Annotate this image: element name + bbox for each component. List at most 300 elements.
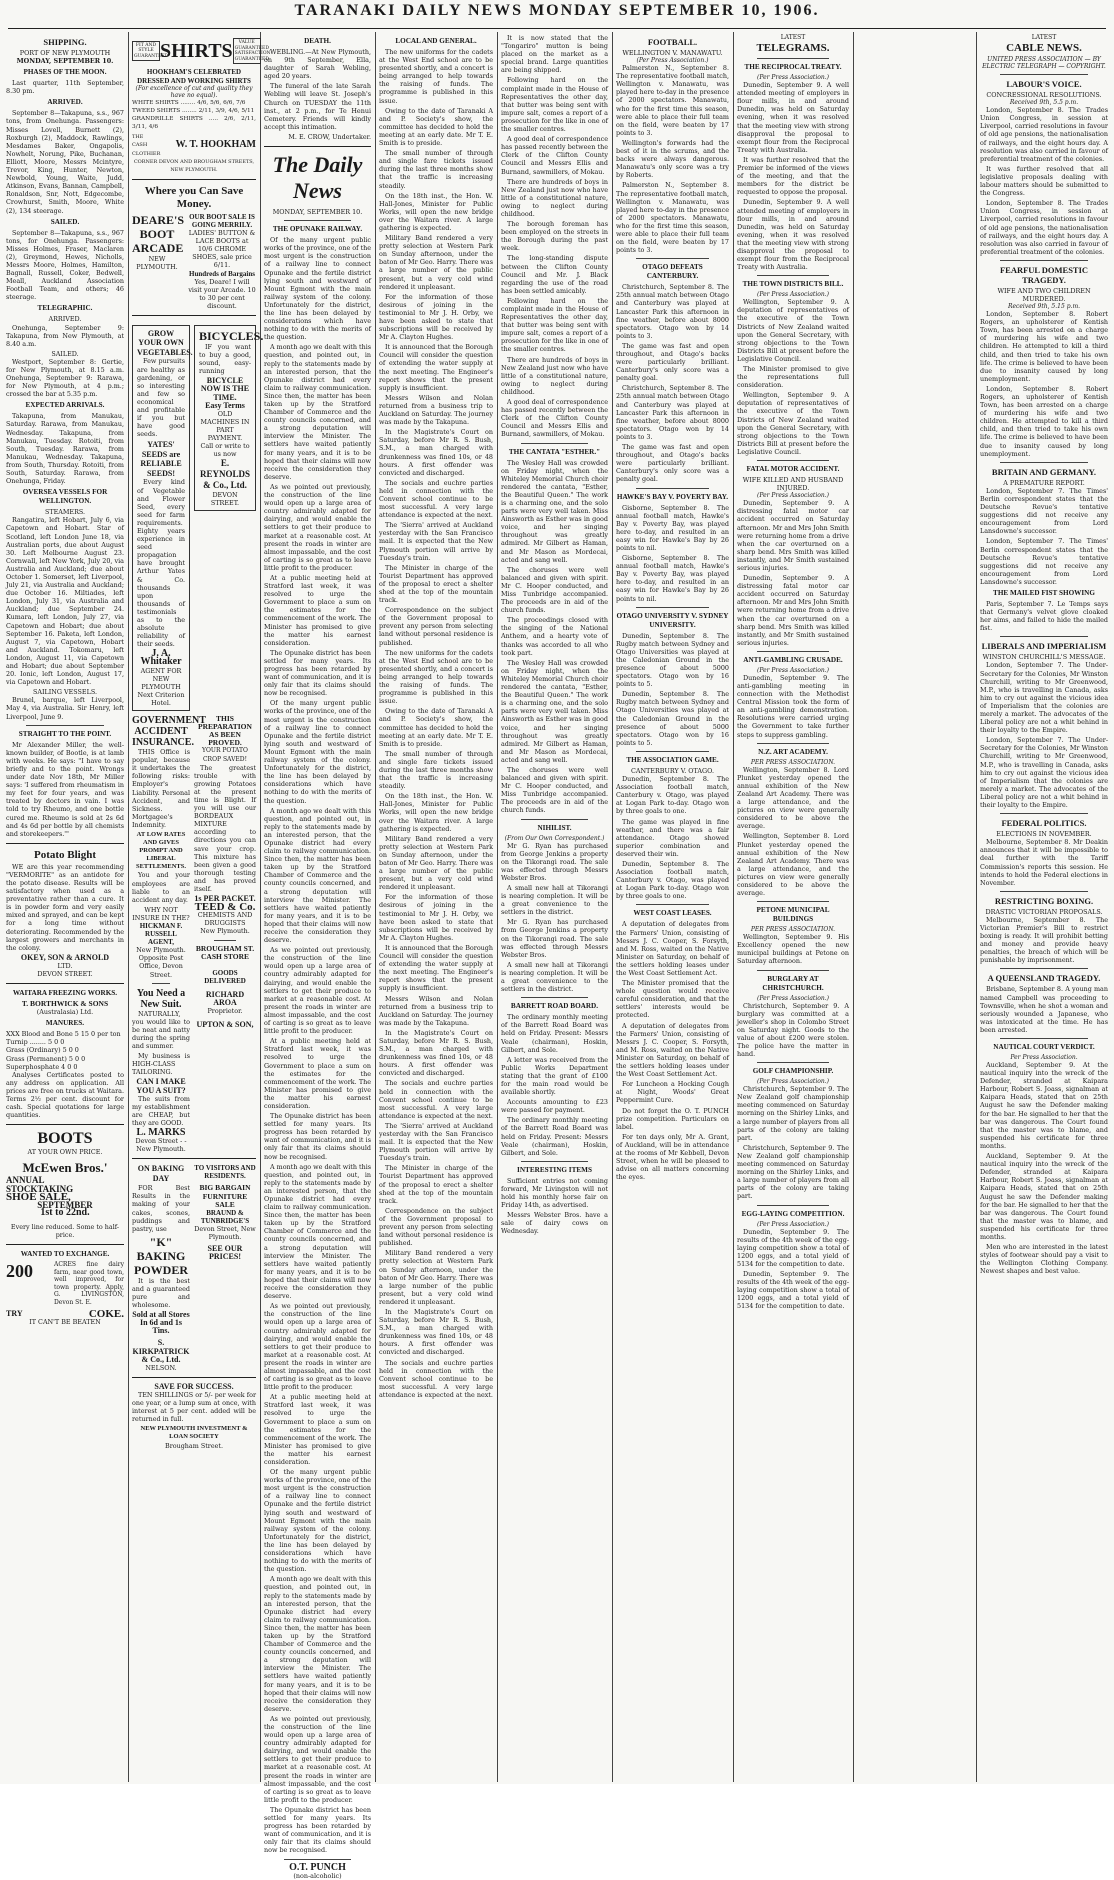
university-text: Dunedin, September 8. The Rugby match between Sydney and Otago Universities was played at the Caledonian Ground in the presence of about 5000 spectators. Otago won by 16 points to 5. [616, 690, 729, 747]
coke-sub: IT CAN'T BE BEATEN [29, 1318, 101, 1327]
golf-heading: GOLF CHAMPIONSHIP. [752, 1067, 834, 1076]
braund-address: Devon Street, New Plymouth. [194, 1224, 256, 1241]
annual-label: ANNUAL [6, 1175, 45, 1186]
sailing-text: Brunel, barque, left Liverpool, May 4, via Australia. Sir Henry, left Liverpool, June 9. [6, 696, 124, 721]
k-powder-heading: "K" BAKING POWDER [134, 1234, 188, 1277]
column-divider [497, 32, 498, 1782]
reynolds-address: DEVON STREET. [210, 491, 240, 508]
news-item: The borough foreman has been employed on the streets in the Borough during the past week. [501, 220, 608, 253]
local-item: Military Band rendered a very pretty selection at Western Park on Sunday afternoon, under the baton of Mr Geo. Harry. There was a large number of the public present, but a very cold wind rendered it unpleasant. [379, 1249, 493, 1306]
fatal-text: Dunedin, September 9. A distressing fatal motor car accident occurred on Saturday afternoon. Mr and Mrs John Smith were returning home from a drive when the car overturned on a sharp bend. Mrs Smith was killed instantly, and Mr Smith sustained serious injuries. [737, 499, 849, 572]
hawke-text: Gisborne, September 8. The annual football match, Hawke's Bay v. Poverty Bay, was played here to-day, and resulted in an easy win for Hawke's Bay by 26 points to nil. [616, 503, 729, 552]
baking-text: FOR Best Results in the making of your cakes, scones, puddings and pastry, use [132, 1184, 190, 1233]
teed-address: New Plymouth. [200, 927, 250, 936]
railway-text: At a public meeting held at Stratford last week, it was resolved to urge the Government to place a sum on the estimates for the commencement of the work. The Minister has promised to give the matter his earnest consideration. [264, 1037, 371, 1110]
egg-text: Dunedin, September 9. The results of the 4th week of the egg-laying competition show a total of 1200 eggs, and a total yield of 5134 for the competition to date. [737, 1269, 849, 1311]
districts-heading: THE TOWN DISTRICTS BILL. [742, 280, 844, 289]
otago-text: The game was fast and open throughout, and Otago's backs were particularly brilliant. Canterbury's only score was a penalty goal. [616, 341, 729, 383]
sold-at: Sold at all Stores In 6d and 1s Tins. [132, 1310, 190, 1336]
labour-date: Received 9th, 5.5 p.m. [1009, 99, 1079, 107]
local-item: The socials and euchre parties held in connection with the Convent school continue to be most successful. A very large attendance is expected at the next. [379, 478, 493, 520]
aroa-sub: Proprietor. [207, 1007, 243, 1016]
braund-name: BRAUND & TUNBRIDGE'S [200, 1208, 250, 1225]
restricting-sub: DRASTIC VICTORIAN PROPOSALS. [985, 907, 1103, 916]
column-divider [128, 32, 129, 1782]
treaty-text: Dunedin, September 9. A well attended meeting of employers in flour mills, in and around Dunedin, was held on Saturday evening, when it was resolved that the meeting view with strong disapproval the proposal to exempt flour from the Reciprocal Treaty with Australia. [737, 198, 849, 272]
hickman-name: HICKMAN F. RUSSELL AGENT, [139, 922, 183, 947]
association-text: Dunedin, September 8. The Association football match, Canterbury v. Otago, was played at Logan Park to-day. Otago won by three goals to one. [616, 775, 729, 816]
death-text: WEBLING.—At New Plymouth, on 9th September, Ella, daughter of Sarah Webling, aged 20 years. [264, 48, 371, 81]
teed-sub: CHEMISTS AND DRUGGISTS [197, 911, 253, 928]
baking-day-heading: ON BAKING DAY [137, 1164, 185, 1184]
column-news [501, 34, 608, 1778]
port-line: PORT OF NEW PLYMOUTH [19, 49, 111, 57]
association-text: Dunedin, September 8. The Association football match, Canterbury v. Otago, was played at Logan Park to-day. Otago won by three goals to one. [616, 859, 729, 901]
cantata-text: The choruses were well balanced and given with spirit. Mr C. Hooper conducted, and Miss Tunbridge accompanied. The proceeds are in aid of the church funds. [501, 565, 608, 615]
brougham-heading: BROUGHAM ST. CASH STORE [195, 943, 255, 961]
local-item: The small number of through and single fare tickets issued during the last three months show that the traffic is increasing steadily. [379, 149, 493, 190]
britain-sub: A PREMATURE REPORT. [1003, 478, 1085, 487]
manures-heading: MANURES. [45, 1019, 85, 1028]
teed-name: TEED & Co. [194, 901, 256, 914]
hookham-name: W. T. HOOKHAM [175, 139, 256, 151]
boots-heading: BOOTS [37, 1130, 93, 1148]
local-item: The socials and euchre parties held in connection with the Convent school continue to be most successful. A very large attendance is expected at the next. [379, 1358, 493, 1399]
local-item: The Minister in charge of the Tourist Department has approved of the proposal to erect a shelter shed at the top of the mountain track. [379, 1164, 493, 1205]
new-suit-heading: You Need a New Suit. [136, 987, 186, 1010]
football-heading: FOOTBALL. [647, 37, 698, 47]
hundreds-bargains: Hundreds of Bargains [189, 269, 255, 278]
railway-text: A month ago we dealt with this question, and pointed out, in reply to the statements made by an interested person, that the Opunake district had every claim to railway communication. Since then, the matter has been taken up by the Stratford Chamber of Commerce and the county councils concerned, and a strong deputation will interview the Minister. The settlers have waited patiently for many years, and it is to be hoped that their claims will now receive the consideration they deserve. [264, 1162, 372, 1301]
manure-note: Analyses Certificates posted to any address on application. All prices are free on trucks at Waitara. Terms 2½ per cent. discount for cash. Special quotations for large quantities. [6, 1070, 124, 1120]
deare-location: NEW PLYMOUTH. [136, 254, 178, 271]
football-sub: WELLINGTON V. MANAWATU. [622, 49, 723, 57]
reduced-note: Every line reduced. Some to half-price. [10, 1222, 120, 1239]
suit-cheap: The suits from my establishment are CHEAP, but they are GOOD. [132, 1094, 190, 1127]
railway-text: The Opunake district has been settled for many years. Its progress has been retarded by want of communication, and it is only fair that its claims should now be recognised. [264, 648, 371, 698]
egg-text: Dunedin, September 9. The results of the 4th week of the egg-laying competition show a total of 1200 eggs, and a total yield of 5134 for the competition to date. [737, 1227, 849, 1268]
nihilist-text: Mr G. Ryan has purchased from George Jenkins a property on the Tikorangi road. The sale was effected through Messrs Webster Bros. [501, 918, 608, 959]
labour-text: London, September 8. The Trades Union Congress, in session at Liverpool, carried resolutions in favour of old age pensions, the nationalisation of railways, and the eight hours day. A resolution was also carried in favour of preferential treatment of the colonies. [980, 106, 1108, 163]
fearful-text: London, September 8. Robert Rogers, an upholsterer of Kentish Town, has been arrested on a charge of murdering his wife and two children. He attempted to kill a third child, and then tried to take his own life. The crime is believed to have been due to insanity caused by long unemployment. [980, 384, 1108, 458]
wanted-number: 200 [6, 1261, 33, 1282]
shirts-heading: SHIRTS [160, 40, 233, 62]
daily-news-date: MONDAY, SEPTEMBER 10. [272, 208, 363, 217]
districts-pa: (Per Press Association.) [757, 291, 829, 299]
nihilist-heading: NIHILIST. [537, 823, 572, 832]
column-local-general [379, 34, 493, 1778]
railway-text: At a public meeting held at Stratford last week, it was resolved to urge the Government to place a sum on the estimates for the commencement of the work. The Minister has promised to give the matter his earnest consideration. [264, 1393, 371, 1466]
football-pa: (Per Press Association.) [636, 57, 709, 65]
manure-row: Superphosphate 4 0 0 [6, 1062, 78, 1071]
hawke-text: Gisborne, September 8. The annual football match, Hawke's Bay v. Poverty Bay, was played here to-day, and resulted in an easy win for Hawke's Bay by 26 points to nil. [616, 554, 729, 603]
britain-text: London, September 7. The Times' Berlin correspondent states that the Deutsche Revue's tentative suggestions did not receive any encouragement from Lord Lansdowne's successor. [980, 486, 1108, 536]
federal-heading: FEDERAL POLITICS. [1001, 818, 1087, 829]
burglary-pa: (Per Press Association.) [757, 994, 829, 1002]
column-divider [976, 32, 977, 1782]
column-divider [612, 32, 613, 1782]
football-text: Palmerston N., September 8. The representative football match, Wellington v. Manawatu, was played here to-day in the presence of 2000 spectators. Manawatu, who for the first time this season, were able to place their full team on the field, were beaten by 17 points to 3. [616, 64, 729, 137]
daily-news-title: The Daily News [272, 152, 363, 204]
interesting-heading: INTERESTING ITEMS [517, 1165, 592, 1174]
railway-text: Of the many urgent public works of the province, one of the most urgent is the construction of a railway line to connect Opunake and the fertile district lying south and westward of Mount Egmont with the main railway system of the colony. Unfortunately for the district, the line has been delayed by considerations which have nothing to do with the merits of the question. [264, 236, 371, 342]
local-item: It is announced that the Borough Council will consider the question of extending the water supply at the next meeting. The Engineer's report shows that the present supply is insufficient. [379, 343, 493, 392]
cantata-text: The Wesley Hall was crowded on Friday night, when the Whiteley Memorial Church choir rendered the cantata, "Esther, the Beautiful Queen." The work is a charming one, and the solo parts were very well taken. Miss Ainsworth as Esther was in good voice, and her singing throughout was greatly admired. Mr Gilbert as Haman, and Mr Mason as Mordecai, acted and sang well. [501, 458, 608, 564]
mailed-heading: THE MAILED FIST SHOWING [993, 588, 1095, 597]
britain-text: London, September 7. The Times' Berlin correspondent states that the Deutsche Revue's tentative suggestions did not receive any encouragement from Lord Lansdowne's successor. [980, 537, 1108, 586]
petone-pa: PER PRESS ASSOCIATION. [750, 926, 836, 934]
govt-rates: AT LOW RATES AND GIVES PROMPT AND LIBERAL SETTLEMENTS. [135, 830, 187, 871]
local-item: For the information of those desirous of joining in the testimonial to Mr J. H. Orby, we have been asked to state that subscriptions will be received by Mr A. Clayton Hughes. [379, 893, 493, 942]
bicycles-heading: BICYCLES. [199, 328, 264, 343]
labour-text: London, September 8. The Trades Union Congress, in session at Liverpool, carried resolutions in favour of old age pensions, the nationalisation of railways, and the eight hours day. A resolution was also carried in favour of preferential treatment of the colonies. [980, 199, 1108, 256]
shirt-row: TWEED SHIRTS ........ 2/11, 3/9, 4/6, 5/11 [132, 108, 255, 115]
visitors-heading: TO VISITORS AND RESIDENTS. [194, 1164, 256, 1181]
fearful-text: London, September 8. Robert Rogers, an upholsterer of Kentish Town, has been arrested on a charge of murdering his wife and two children. He attempted to kill a third child, and then tried to take his own life. The crime is believed to have been due to insanity caused by long unemployment. [980, 310, 1108, 383]
nautical-text: Auckland, September 9. At the nautical inquiry into the wreck of the Defender, stranded at Kaipara Harbour, Robert S. Joass, signalman at Kaipara Heads, stated that on 25th August he saw the Defender making for the bar. He signalled to her that the bar was dangerous. The Court found that the master was to blame, and suspended his certificate for three months. [980, 1152, 1108, 1241]
news-item: Following hard on the complaint made in the House of Representatives the other day, that butter was being sent with impure salt, comes a report of a prosecution for the like in one of the smaller centres. [501, 296, 608, 354]
tele-arrived-text: Onehunga, September 9: Takapuna, from New Plymouth, at 8.40 a.m. [6, 323, 124, 348]
news-item: It is now stated that the "Tongariro" mutton is being placed on the market as a special brand. Large quantities are being shipped. [501, 34, 608, 75]
goods-delivered: GOODS DELIVERED [204, 968, 246, 985]
cantata-text: The Wesley Hall was crowded on Friday night, when the Whiteley Memorial Church choir rendered the cantata, "Esther, the Beautiful Queen." The work is a charming one, and the solo parts were very well taken. Miss Ainsworth as Esther was in good voice, and her singing throughout was greatly admired. Mr Gilbert as Haman, and Mr Mason as Mordecai, acted and sang well. [501, 658, 608, 764]
egg-pa: (Per Press Association.) [757, 1220, 829, 1228]
expected-heading: EXPECTED ARRIVALS. [25, 401, 105, 410]
news-item: A good deal of correspondence has passed recently between the Clerk of the Clifton County Council and Messrs Ellis and Burnand, sawmillers, of Mokau. [501, 398, 608, 439]
gambling-heading: ANTI-GAMBLING CRUSADE. [743, 655, 843, 664]
fit-label: FIT AND STYLE GUARANTEED [132, 41, 160, 62]
university-heading: OTAGO UNIVERSITY V. SYDNEY UNIVERSITY. [616, 611, 729, 629]
gambling-pa: (Per Press Association.) [757, 666, 829, 674]
local-item: Correspondence on the subject of the Government proposal to prevent any person from selecting land without personal residence is published. [379, 606, 493, 647]
column-shipping [6, 34, 124, 1778]
fatal-pa: (Per Press Association.) [757, 492, 829, 500]
try-label: TRY [6, 1309, 23, 1319]
borthwick-sub: (Australasia) Ltd. [36, 1008, 94, 1017]
local-item: On the 18th inst., the Hon. W. Hall-Jones, Minister for Public Works, will open the new bridge over the Waitara river. A large gathering is expected. [379, 191, 493, 232]
column-editorial [264, 34, 372, 1880]
local-item: It is announced that the Borough Council will consider the question of extending the water supply at the next meeting. The Engineer's report shows that the present supply is insufficient. [379, 943, 493, 993]
upton-name: UPTON & SON, [196, 1020, 254, 1030]
grow-heading: GROW YOUR OWN VEGETABLES. [137, 328, 193, 357]
art-text: Wellington, September 8. Lord Plunket yesterday opened the annual exhibition of the New Zealand Art Academy. There was a large attendance, and the pictures on view were generally considered to be above the average. [737, 765, 849, 831]
interesting-text: Sufficient entries not coming forward, Mr Livingston will not hold his monthly horse fair on Friday 14th, as advertised. [501, 1176, 608, 1210]
petone-text: Wellington, September 9. His Excellency opened the new municipal buildings at Petone on Saturday afternoon. [737, 933, 849, 966]
local-item: Owing to the date of Taranaki A and P. Society's show, the committee has decided to hold the meeting at an early date. Mr T. E. Smith is to preside. [379, 106, 493, 148]
railway-text: As we pointed out previously, the construction of the line would open up a large area of country admirably adapted for dairying, and would enable the settlers to get their produce to market at a reasonable cost. At present the roads in winter are almost impassable, and the cost of carting is so great as to leave little profit to the producer. [264, 482, 371, 572]
manure-row: XXX Blood and Bone 5 15 0 per ton [6, 1030, 121, 1039]
news-item: Following hard on the complaint made in the House of Representatives the other day, that butter was being sent with impure salt, comes a report of a prosecution for the like in one of the smaller centres. [501, 76, 608, 134]
cantata-text: The proceedings closed with the singing of the National Anthem, and a hearty vote of thanks was accorded to all who took part. [501, 616, 608, 657]
potato-crop-text: The greatest trouble with growing Potatoes at the present time is Blight. If you will use our BORDEAUX MIXTURE according to directions you can save your crop. This mixture has been given a good thorough testing and has proved itself. [194, 763, 256, 893]
nautical-heading: NAUTICAL COURT VERDICT. [993, 1043, 1095, 1051]
bicycle-now: BICYCLE NOW IS THE TIME. [200, 376, 250, 402]
sailing-heading: SAILING VESSELS. [32, 688, 98, 697]
boots-sub: AT YOUR OWN PRICE. [27, 1148, 103, 1157]
column-telegrams [737, 34, 849, 1778]
railway-text: The Opunake district has been settled for many years. Its progress has been retarded by want of communication, and it is only fair that its claims should now be recognised. [264, 1112, 371, 1161]
railway-text: As we pointed out previously, the construction of the line would open up a large area of country admirably adapted for dairying, and would enable the settlers to get their produce to market at a reasonable cost. At present the roads in winter are almost impassable, and the cost of carting is so great as to leave little profit to the producer. [264, 1714, 371, 1804]
districts-text: Wellington, September 9. A deputation of representatives of the executive of the Town Districts of New Zealand waited upon the General Secretary, with strong objections to the Town Districts Bill at present before the Legislative Council. [737, 391, 849, 456]
okey-sub: LTD. [57, 961, 73, 970]
railway-heading: THE OPUNAKE RAILWAY. [272, 225, 363, 234]
barrett-text: A letter was received from the Public Works Department stating that the grant of £100 for the main road would be available shortly. [501, 1055, 608, 1097]
old-machines: OLD MACHINES IN PART PAYMENT. [200, 409, 250, 442]
otago-text: The game was fast and open throughout, and Otago's backs were particularly brilliant. Canterbury's only score was a penalty goal. [616, 443, 729, 484]
funeral-text: The funeral of the late Sarah Webling will leave St. Joseph's Church on TUESDAY the 11th inst., at 2 p.m., for Te Henui Cemetery. Friends will kindly accept this intimation. [264, 82, 371, 131]
local-item: For the information of those desirous of joining in the testimonial to Mr J. H. Orby, we have been asked to state that subscriptions will be received by Mr A. Clayton Hughes. [379, 292, 493, 342]
association-sub: CANTERBURY V. OTAGO. [630, 766, 715, 775]
districts-text: Wellington, September 9. A deputation of representatives of the executive of the Town Districts of New Zealand waited upon the General Secretary, with strong objections to the Town Districts Bill at present before the Legislative Council. [737, 298, 849, 363]
waitara-heading: WAITARA FREEZING WORKS. [12, 989, 118, 998]
reynolds-name: E. REYNOLDS & Co., Ltd. [199, 458, 250, 491]
why-not: WHY NOT INSURE IN THE? [132, 905, 190, 922]
football-text: Palmerston N., September 8. The representative football match, Wellington v. Manawatu, was played here to-day in the presence of 2000 spectators. Manawatu, who for the first time this season, were able to place their full team on the field, were beaten by 17 points to 3. [616, 181, 729, 255]
fatal-sub: WIFE KILLED AND HUSBAND INJURED. [742, 476, 844, 493]
per-packet: 1s PER PACKET. [194, 894, 256, 904]
latest-label: LATEST [1031, 34, 1057, 41]
local-item: The new uniforms for the cadets at the West End school are to be presented shortly, and a concert is being arranged to help towards the raising of funds. The programme is published in this issue. [379, 648, 493, 706]
hickman-address: New Plymouth. Opposite Post Office, Devon Street. [136, 946, 186, 979]
shirt-row: WHITE SHIRTS ........ 4/6, 5/6, 6/6, 7/6 [132, 100, 246, 106]
yates-heading: YATES' SEEDS are RELIABLE SEEDS! [140, 440, 182, 478]
stocktaking-label: STOCKTAKING [6, 1183, 74, 1194]
fearful-sub: WIFE AND TWO CHILDREN MURDERED. [997, 286, 1091, 303]
churchill-text: London, September 7. The Under-Secretary for the Colonies, Mr Winston Churchill, writing to Mr Greenwood, M.P., who is travelling in Canada, asks him to cry out against the vicious idea of Imperialism that the colonies are merely a market. The advocates of the Liberal policy are not a whit behind in their loyalty to the Empire. [980, 661, 1108, 735]
sailed-heading: SAILED. [50, 217, 80, 226]
railway-text: The Opunake district has been settled for many years. Its progress has been retarded by want of communication, and it is only fair that its claims should now be recognised. [264, 1805, 371, 1855]
barrett-text: Accounts amounting to £23 were passed for payment. [501, 1098, 608, 1115]
burglary-text: Christchurch, September 9. A burglary was committed at a jeweller's shop in Colombo Street on Saturday night. Goods to the value of about £200 were stolen. The police have the matter in hand. [737, 1001, 849, 1059]
wanted-text: ACRES fine dairy farm, near good town, well improved, for town property. Apply, G. LIVINGSTON, Devon St. E. [54, 1261, 124, 1306]
save-success-heading: SAVE FOR SUCCESS. [154, 1381, 234, 1391]
suit-text: NATURALLY, you would like to be neat and natty during the spring and summer. [132, 1009, 190, 1051]
moon-heading: PHASES OF THE MOON. [23, 68, 107, 77]
k-text: It is the best and a guaranteed pure and wholesome. [132, 1276, 190, 1310]
preparation-heading: THIS PREPARATION AS BEEN PROVED. [198, 714, 252, 748]
nelson-label: NELSON. [145, 1363, 177, 1372]
mcewen-name: McEwen Bros.' [22, 1160, 108, 1176]
local-item: The 'Sierra' arrived at Auckland yesterday with the San Francisco mail. It is expected that the New Plymouth portion will arrive by Tuesday's train. [379, 1121, 493, 1163]
save-money-heading: Where you Can Save Money. [144, 184, 244, 210]
cash-clothier: THE CASH CLOTHIER [132, 134, 161, 157]
marks-address: Devon Street - - New Plymouth. [135, 1137, 187, 1154]
expected-text: Takapuna, from Manukau, Saturday. Rarawa, from Manukau, Wednesday. Takapuna, from Manukau, Tuesday. Rotoiti, from South, Tuesday. Rarawa, from Manukau, Wednesday. Takapuna, from South, Thursday. Rotoiti, from South, Saturday. Rarawa, from Onehunga, Friday. [6, 412, 124, 486]
cantata-heading: THE CANTATA "ESTHER." [508, 447, 601, 456]
potato-blight-heading: Potato Blight [33, 848, 97, 861]
restricting-heading: RESTRICTING BOXING. [994, 895, 1094, 906]
steamers-text: Rangatira, left Hobart, July 6, via Capetown and Hobart. Star of Scotland, left London June 18, via Australian ports, due about August 30. Left Melbourne August 23. Cornwall, left New York, July 20, via Australia and Auckland; due about October 1. Somerset, left Liverpool, July 21, via Australia and Auckland; due October 16. Miltiades, left London, July 31, via Australia and Auckland; due September 24. Kumara, left London, July 27, via Capetown and Hobart; due about September 16. Paketa, left London, August 7, via Capetown, Hobart and Auckland. Tokomaru, left London, August 11, via Capetown and Hobart; due about September 20. Ionic, left London, August 17, via Capetown and Hobart. [6, 516, 124, 687]
treaty-text: Dunedin, September 9. A well attended meeting of employers in flour mills, in and around Dunedin, was held on Saturday evening, when it was resolved that the meeting view with strong disapproval the proposal to exempt flour from the Reciprocal Treaty with Australia. [737, 81, 849, 154]
coke-label: COKE. [88, 1308, 124, 1321]
railway-text: As we pointed out previously, the construction of the line would open up a large area of country admirably adapted for dairying, and would enable the settlers to get their produce to market at a reasonable cost. At present the roads in winter are almost impassable, and the cost of carting is so great as to leave little profit to the producer. [264, 1302, 371, 1392]
arrived-text: September 8—Takapuna, s.s., 967 tons, from Onehunga. Passengers: Misses Lovell, Burnett (2), Roxburgh (2), Maddock, Rawlings, Mesdames Baker, Ongapolis, Nowhelt, Norung, Pike, Buchanan, Elliott, Moore, Messrs Mcintyre, Trevor, King, Hunter, Newton, Newbold, Young, Waite, Judd, Atkinson, Evans, Bannan, Campbell, Ronaldson, Snr, Nott, Edgecombe, Crowhurst, Smith, Moore, White (2), 134 steerage. [6, 109, 124, 215]
investment-name: NEW PLYMOUTH INVESTMENT & LOAN SOCIETY [140, 1425, 248, 1441]
tele-arrived-heading: ARRIVED. [48, 315, 82, 324]
liberals-heading: LIBERALS AND IMPERIALISM [981, 641, 1107, 652]
masthead-rule [8, 28, 1106, 29]
west-coast-heading: WEST COAST LEASES. [633, 909, 712, 918]
local-item: Owing to the date of Taranaki A and P. Society's show, the committee has decided to hold the meeting at an early date. Mr T. E. Smith is to preside. [379, 707, 493, 748]
news-item: The long-standing dispute between the Clifton County Council and Mr. J. Black regarding the use of the road has been settled amicably. [501, 254, 608, 295]
arrived-heading: ARRIVED. [47, 98, 83, 107]
cable-heading: CABLE NEWS. [1006, 42, 1082, 55]
association-heading: THE ASSOCIATION GAME. [626, 755, 719, 764]
hookham-heading: HOOKHAM'S CELEBRATED DRESSED AND WORKING SHIRTS [137, 68, 251, 85]
federal-sub: ELECTIONS IN NOVEMBER. [996, 830, 1092, 839]
value-label: VALUE GUARANTEED SATISFACTION GUARANTEED [233, 38, 261, 64]
wanted-heading: WANTED TO EXCHANGE. [20, 1250, 110, 1259]
queensland-text: Brisbane, September 8. A young man named Campbell was proceeding to Townsville, when he shot a woman and seriously wounded a Japanese, who was intoxicated at the time. He has been arrested. [980, 985, 1108, 1034]
otago-text: Christchurch, September 8. The 25th annual match between Otago and Canterbury was played at Lancaster Park this afternoon in fine weather, before about 8000 spectators. Otago won by 14 points to 3. [616, 384, 729, 441]
grow-text: Few pursuits are healthy as gardening, or so interesting and few so economical and profitable if you but have good seeds. [137, 357, 185, 439]
gambling-text: Dunedin, September 9. The anti-gambling meeting in connection with the Methodist Central Mission took the form of an anti-gambling demonstration. Resolutions were carried urging the Government to take further steps to suppress gambling. [737, 673, 849, 739]
hookham-sub: (For excellence of cut and quality they have no equal). [135, 85, 253, 99]
west-coast-text: A deputation of delegates from the Farmers' Union, consisting of Messrs J. C. Cooper, S. Forsyth, and M. Ross, waited on the Native Minister on Saturday, on behalf of the settlers holding leases under the West Coast Settlement Act. [616, 1021, 729, 1079]
fatal-text: Dunedin, September 9. A distressing fatal motor car accident occurred on Saturday afternoon. Mr and Mrs John Smith were returning home from a drive when the car overturned on a sharp bend. Mrs Smith was killed instantly, and Mr Smith sustained serious injuries. [737, 574, 849, 647]
punch-sub: (non-alcoholic) [293, 1871, 342, 1880]
date-line: MONDAY, SEPTEMBER 10. [16, 57, 114, 66]
local-item: Military Band rendered a very pretty selection at Western Park on Sunday afternoon, under the baton of Mr Geo. Harry. There was a large number of the public present, but a very cold wind rendered it unpleasant. [379, 234, 493, 291]
local-item: The Minister in charge of the Tourist Department has approved of the proposal to erect a shelter shed at the top of the mountain track. [379, 563, 493, 605]
potato-blight-text: WE are this year recommending "VERMORITE" as an antidote for the potato disease. Results will be satisfactory when used as a preventative rather than a cure. It is in powder form and very easily mixed and sprayed, and can be kept for a long time without deteriorating. Recommended by the largest growers and merchants in the colony. [6, 862, 124, 952]
nihilist-sub: (From Our Own Correspondent.) [504, 834, 605, 842]
september-label: SEPTEMBER [37, 1199, 93, 1210]
railway-text: Of the many urgent public works of the province, one of the most urgent is the construction of a railway line to connect Opunake and the fertile district lying south and westward of Mount Egmont with the main railway system of the colony. Unfortunately for the district, the line has been delayed by considerations which have nothing to do with the merits of the question. [264, 1468, 371, 1574]
ad-text: For Luncheon a Hocking Cough at Night, Woods' Great Peppermint Cure. [616, 1080, 729, 1105]
shoe-sale-label: SHOE SALE, [6, 1190, 71, 1203]
save-text: TEN SHILLINGS or 5/- per week for one year, or a lump sum at once, with interest at 5 per cent. added will be returned in full. [132, 1390, 256, 1424]
govt-tail: You and your employees are liable to an accident any day. [132, 871, 190, 904]
manure-row: Turnip ........ 5 0 0 [6, 1038, 65, 1047]
call-write: Call or write to us now [200, 442, 250, 459]
nautical-pa: Per Press Association. [1010, 1054, 1078, 1061]
boot-sale: OUR BOOT SALE IS GOING MERRILY. [189, 212, 255, 229]
barrett-text: The ordinary monthly meeting of the Barrett Road Board was held on Friday. Present: Messrs Veale (chairman), Hoskin, Gilbert, and Sole. [501, 1116, 608, 1157]
burglary-heading: BURGLARY AT CHRISTCHURCH. [762, 974, 824, 992]
local-heading: LOCAL AND GENERAL. [395, 37, 477, 45]
latest-label: LATEST [780, 34, 806, 41]
nautical-text: Men who are interested in the latest styles of footwear should pay a visit to the Wellington Clothing Company. Newest shapes and best value. [980, 1243, 1108, 1276]
masthead: TARANAKI DAILY NEWS MONDAY SEPTEMBER 10, 1906. [294, 2, 820, 19]
news-item: There are hundreds of boys in New Zealand just now who have little of a constitutional nature, owing to neglect during childhood. [501, 355, 608, 396]
steamers-heading: STEAMERS. [44, 508, 86, 517]
ad-text: For ten days only, Mr A. Grant, of Auckland, will be in attendance at the rooms of Mr Kebbell, Devon Street, when he will be pleased to advise on all matters concerning the eyes. [616, 1132, 729, 1182]
barrett-heading: BARRETT ROAD BOARD. [510, 1002, 599, 1011]
govt-text: THIS Office is popular, because it undertakes the following risks: Employer's Liability. Personal Accident, and Sickness. Mortgagee's Indemnity. [132, 748, 190, 829]
railway-text: A month ago we dealt with this question, and pointed out, in reply to the statements made by an interested person, that the Opunake district had every claim to railway communication. Since then, the matter has been taken up by the Stratford Chamber of Commerce and the county councils concerned, and a strong deputation will interview the Minister. The settlers have waited patiently for many years, and it is to be hoped that their claims will now receive the consideration they deserve. [264, 1575, 372, 1713]
okey-name: OKEY, SON & ARNOLD [20, 952, 110, 962]
local-item: Messrs Wilson and Nolan returned from a business trip to Auckland on Saturday. The journey was made by the Takapuna. [379, 994, 493, 1027]
moon-text: Last quarter, 11th September, 8.30 pm. [6, 79, 124, 96]
manure-row: Grass (Ordinary) 5 0 0 [6, 1046, 79, 1055]
local-item: Correspondence on the subject of the Government proposal to prevent any person from selecting land without personal residence is published. [379, 1206, 493, 1248]
news-item: There are hundreds of boys in New Zealand just now who have little of a constitutional nature, owing to neglect during childhood. [501, 177, 608, 218]
cable-sub: UNITED PRESS ASSOCIATION — BY ELECTRIC TELEGRAPH — COPYRIGHT. [982, 56, 1106, 71]
local-item: Messrs Wilson and Nolan returned from a business trip to Auckland on Saturday. The journey was made by the Takapuna. [379, 393, 493, 427]
cantata-text: The choruses were well balanced and given with spirit. Mr C. Hooper conducted, and Miss Tunbridge accompanied. The proceeds are in aid of the church funds. [501, 765, 608, 815]
column-divider [375, 32, 376, 1782]
whitaker-sub: AGENT FOR NEW PLYMOUTH [140, 666, 182, 691]
restricting-text: Melbourne, September 8. The Victorian Premier's Bill to restrict boxing is ready. It will prohibit betting and money and provide heavy penalties, the breach of which will be punishable by imprisonment. [980, 915, 1108, 965]
fatal-heading: FATAL MOTOR ACCIDENT. [746, 465, 840, 474]
districts-text: The Minister promised to give the representations full consideration. [737, 365, 849, 390]
local-item: The 'Sierra' arrived at Auckland yesterday with the San Francisco mail. It is expected that the New Plymouth portion will arrive by Tuesday's train. [379, 521, 493, 562]
otago-heading: OTAGO DEFEATS CANTERBURY. [642, 263, 703, 281]
local-item: In the Magistrate's Court on Saturday, before Mr R. S. Bush, S.M., a man charged with drunkenness was fined 10s, or 48 hours. A first offender was convicted and discharged. [379, 1307, 493, 1357]
column-football [616, 34, 729, 1778]
nihilist-text: A small new hall at Tikorangi is nearing completion. It will be a great convenience to the settlers in the district. [501, 884, 608, 917]
west-coast-text: The Minister promised that the whole question would receive careful consideration, and that the settlers' interests would be protected. [616, 979, 729, 1020]
petone-heading: PETONE MUNICIPAL BUILDINGS [756, 906, 830, 924]
oversea-heading: OVERSEA VESSELS FOR WELLINGTON. [22, 488, 108, 506]
column-cable-news [980, 34, 1108, 1778]
telegraphic-heading: TELEGRAPHIC. [37, 304, 93, 313]
otago-text: Christchurch, September 8. The 25th annual match between Otago and Canterbury was played at Lancaster Park this afternoon in fine weather, before about 8000 spectators. Otago won by 14 points to 3. [616, 283, 729, 340]
railway-text: Of the many urgent public works of the province, one of the most urgent is the construction of a railway line to connect Opunake and the fertile district lying south and westward of Mount Egmont with the main railway system of the colony. Unfortunately for the district, the line has been delayed by considerations which have nothing to do with the merits of the question. [264, 699, 371, 805]
easy-terms: Easy Terms [205, 400, 245, 410]
barrett-text: The ordinary monthly meeting of the Barrett Road Board was held on Friday. Present: Messrs Veale (chairman), Hoskin, Gilbert, and Sole. [501, 1013, 608, 1054]
death-heading: DEATH. [304, 37, 331, 45]
marks-name: L. MARKS [136, 1126, 186, 1138]
ad-text: Do not forget the O. T. PUNCH prize competition. Particulars on label. [616, 1106, 729, 1131]
mailed-text: Paris, September 7. Le Temps says that Germany's velvet glove cloaked her aims, and failed to hide the mailed fist. [980, 599, 1108, 633]
yates-text: Every kind of Vegetable and Flower Seed, every seed for farm requirements. Eighty years experience in seed propagation have brought Arthur Yates & Co. thousands upon thousands of testimonials as to the absolute reliability of their seeds. [137, 478, 185, 649]
straight-heading: STRAIGHT TO THE POINT. [18, 729, 112, 738]
railway-text: A month ago we dealt with this question, and pointed out, in reply to the statements made by an interested person, that the Opunake district had every claim to railway communication. Since then, the matter has been taken up by the Stratford Chamber of Commerce and the county councils concerned, and a strong deputation will interview the Minister. The settlers have waited patiently for many years, and it is to be hoped that their claims will now receive the consideration they deserve. [264, 343, 372, 481]
local-item: The small number of through and single fare tickets issued during the last three months show that the traffic is increasing steadily. [379, 749, 493, 791]
association-text: The game was played in fine weather, and there was a fair attendance. Otago showed superior combination and deserved their win. [616, 817, 729, 858]
punch-heading: O.T. PUNCH [289, 1861, 346, 1873]
golf-pa: (Per Press Association.) [757, 1078, 829, 1086]
big-bargain: BIG BARGAIN FURNITURE SALE [199, 1183, 251, 1209]
local-item: Military Band rendered a very pretty selection at Western Park on Sunday afternoon, under the baton of Mr Geo. Harry. There was a large number of the public present, but a very cold wind rendered it unpleasant. [379, 834, 493, 892]
nihilist-text: Mr G. Ryan has purchased from George Jenkins a property on the Tikorangi road. The sale was effected through Messrs Webster Bros. [501, 841, 608, 882]
local-item: In the Magistrate's Court on Saturday, before Mr R. S. Bush, S.M., a man charged with drunkenness was fined 10s, or 48 hours. A first offender was convicted and discharged. [379, 1028, 493, 1078]
kirkpatrick-name: S. KIRKPATRICK & Co., Ltd. [132, 1338, 190, 1364]
nihilist-text: A small new hall at Tikorangi is nearing completion. It will be a great convenience to the settlers in the district. [501, 960, 608, 994]
boot-items: LADIES' BUTTON & LACE BOOTS at 10/6 CHROME SHOES, sale price 6/11. [188, 229, 256, 270]
golf-text: Christchurch, September 9. The New Zealand golf championship meeting commenced on Saturday morning on the Shirley Links, and a large number of players from all parts of the colony are taking part. [737, 1085, 849, 1142]
sale-dates: 1st to 22nd. [40, 1206, 90, 1218]
railway-text: A month ago we dealt with this question, and pointed out, in reply to the statements made by an interested person, that the Opunake district had every claim to railway communication. Since then, the matter has been taken up by the Stratford Chamber of Commerce and the county councils concerned, and a strong deputation will interview the Minister. The settlers have waited patiently for many years, and it is to be hoped that their claims will now receive the consideration they deserve. [264, 806, 372, 945]
yes-text: Yes, Deare! I will visit your Arcade. 10 to 30 per cent discount. [188, 277, 256, 310]
churchill-heading: WINSTON CHURCHILL'S MESSAGE. [982, 653, 1106, 662]
egg-heading: EGG-LAYING COMPETITION. [741, 1209, 845, 1218]
treaty-heading: THE RECIPROCAL TREATY. [744, 63, 842, 72]
churchill-text: London, September 7. The Under-Secretary for the Colonies, Mr Winston Churchill, writing to Mr Greenwood, M.P., who is travelling in Canada, asks him to cry out against the vicious idea of Imperialism that the colonies are merely a market. The advocates of the Liberal policy are not a whit behind in their loyalty to the Empire. [980, 736, 1108, 810]
art-pa: PER PRESS ASSOCIATION. [750, 758, 836, 766]
whitaker-name: J. A. Whitaker [140, 648, 182, 668]
golf-text: Christchurch, September 9. The New Zealand golf championship meeting commenced on Saturday morning on the Shirley Links, and a large number of players from all parts of the colony are taking part. [737, 1143, 849, 1201]
fearful-heading: FEARFUL DOMESTIC TRAGEDY. [999, 264, 1089, 285]
column-divider [260, 32, 261, 1782]
column-divider [853, 32, 854, 1782]
tele-sailed-heading: SAILED. [51, 349, 79, 358]
tele-sailed-text: Westport, September 8: Gertie, for New Plymouth, at 8.15 a.m. Onehunga, September 9: Rarawa, for New Plymouth, at 4 p.m.; crossed the bar at 5.35 p.m. [6, 357, 124, 399]
shipping-heading: SHIPPING. [43, 37, 87, 47]
university-text: Dunedin, September 8. The Rugby match between Sydney and Otago Universities was played at the Caledonian Ground in the presence of about 5000 spectators. Otago won by 16 points to 5. [616, 631, 729, 689]
potato-crop-heading: YOUR POTATO CROP SAVED! [202, 747, 248, 763]
labour-sub: CONCRESSIONAL RESOLUTIONS. [986, 91, 1102, 100]
railway-text: As we pointed out previously, the construction of the line would open up a large area of country admirably adapted for dairying, and would enable the settlers to get their produce to market at a reasonable cost. At present the roads in winter are almost impassable, and the cost of carting is so great as to leave little profit to the producer. [264, 946, 371, 1036]
fearful-date: Received 9th, 5.15 p.m. [1007, 303, 1081, 311]
aroa-name: RICHARD AROA [205, 989, 245, 1008]
labour-heading: LABOUR'S VOICE. [1006, 79, 1082, 90]
okey-address: DEVON STREET. [37, 970, 93, 978]
nautical-text: Auckland, September 9. At the nautical inquiry into the wreck of the Defender, stranded at Kaipara Harbour, Robert S. Joass, signalman at Kaipara Heads, stated that on 25th August he saw the Defender making for the bar. He signalled to her that the bar was dangerous. The Court found that the master was to blame, and suspended his certificate for three months. [980, 1061, 1108, 1150]
queensland-heading: A QUEENSLAND TRAGEDY. [987, 973, 1101, 984]
